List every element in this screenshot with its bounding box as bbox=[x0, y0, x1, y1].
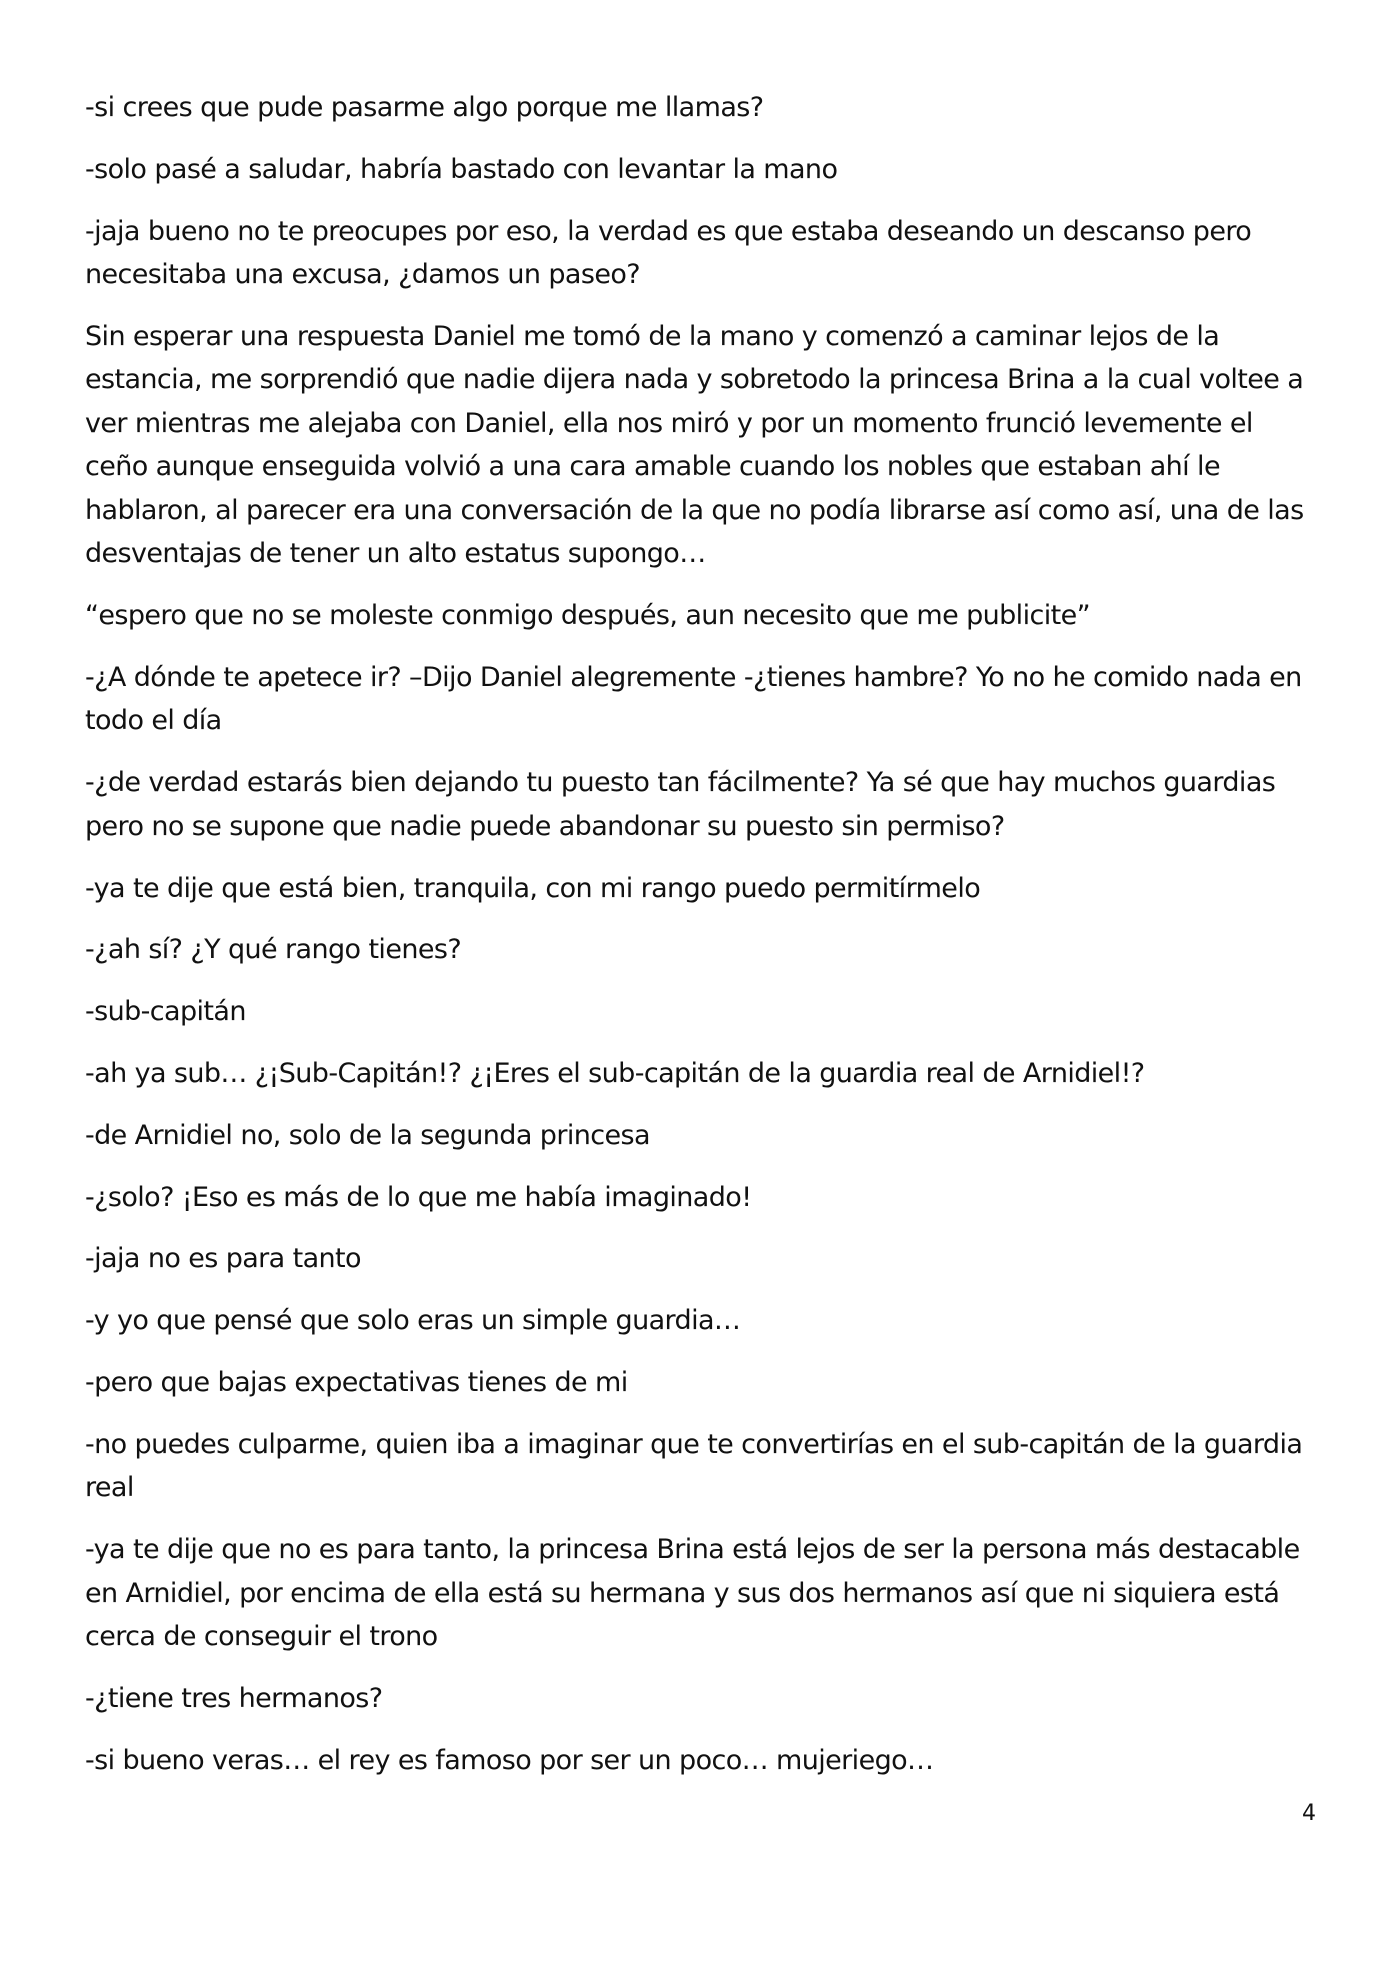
paragraph: -ah ya sub… ¿¡Sub-Capitán!? ¿¡Eres el sub-capitán de la guardia real de Arnidiel!? bbox=[85, 1057, 1145, 1089]
paragraph: -¿ah sí? ¿Y qué rango tienes? bbox=[85, 934, 462, 966]
paragraph: -jaja no es para tanto bbox=[85, 1243, 361, 1275]
paragraph: -ya te dije que no es para tanto, la princesa Brina está lejos de ser la persona más destacable en Arnidiel, por encima de ella está su hermana y sus dos hermanos así que ni siquiera está cerca de conseguir el trono bbox=[85, 1534, 1300, 1653]
paragraph: -si crees que pude pasarme algo porque me llamas? bbox=[85, 92, 764, 123]
paragraph: -pero que bajas expectativas tienes de mi bbox=[85, 1366, 628, 1398]
paragraph: -jaja bueno no te preocupes por eso, la verdad es que estaba deseando un descanso pero necesitaba una excusa, ¿damos un paseo? bbox=[85, 215, 1252, 291]
paragraph: -y yo que pensé que solo eras un simple guardia… bbox=[85, 1305, 741, 1337]
page-number: 4 bbox=[1302, 1801, 1316, 1826]
paragraph: -ya te dije que está bien, tranquila, con mi rango puedo permitírmelo bbox=[85, 872, 981, 904]
paragraph: -¿tiene tres hermanos? bbox=[85, 1682, 383, 1714]
paragraph: -sub-capitán bbox=[85, 996, 246, 1028]
paragraph: -si bueno veras… el rey es famoso por ser un poco… mujeriego… bbox=[85, 1744, 934, 1776]
document-body bbox=[85, 86, 1320, 1800]
paragraph: -¿A dónde te apetece ir? –Dijo Daniel alegremente -¿tienes hambre? Yo no he comido nada en todo el día bbox=[85, 661, 1302, 737]
paragraph: -¿de verdad estarás bien dejando tu puesto tan fácilmente? Ya sé que hay muchos guardias pero no se supone que nadie puede abandonar su puesto sin permiso? bbox=[85, 767, 1276, 842]
paragraph: “espero que no se moleste conmigo después, aun necesito que me publicite” bbox=[85, 600, 1091, 632]
paragraph: -¿solo? ¡Eso es más de lo que me había imaginado! bbox=[85, 1181, 752, 1213]
paragraph: -no puedes culparme, quien iba a imaginar que te convertirías en el sub-capitán de la guardia real bbox=[85, 1428, 1303, 1504]
paragraph: -solo pasé a saludar, habría bastado con levantar la mano bbox=[85, 153, 838, 185]
paragraph: -de Arnidiel no, solo de la segunda princesa bbox=[85, 1119, 650, 1151]
paragraph: Sin esperar una respuesta Daniel me tomó de la mano y comenzó a caminar lejos de la estancia, me sorprendió que nadie dijera nada y sobretodo la princesa Brina a la cual voltee a ver mientras me alejaba con Daniel, ella nos miró y por un momento frunció levemente el ceño aunque enseguida volvió a una cara amable cuando los nobles que estaban ahí le hablaron, al parecer era una conversación de la que no podía librarse así como así, una de las desventajas de tener un alto estatus supongo… bbox=[85, 320, 1304, 570]
